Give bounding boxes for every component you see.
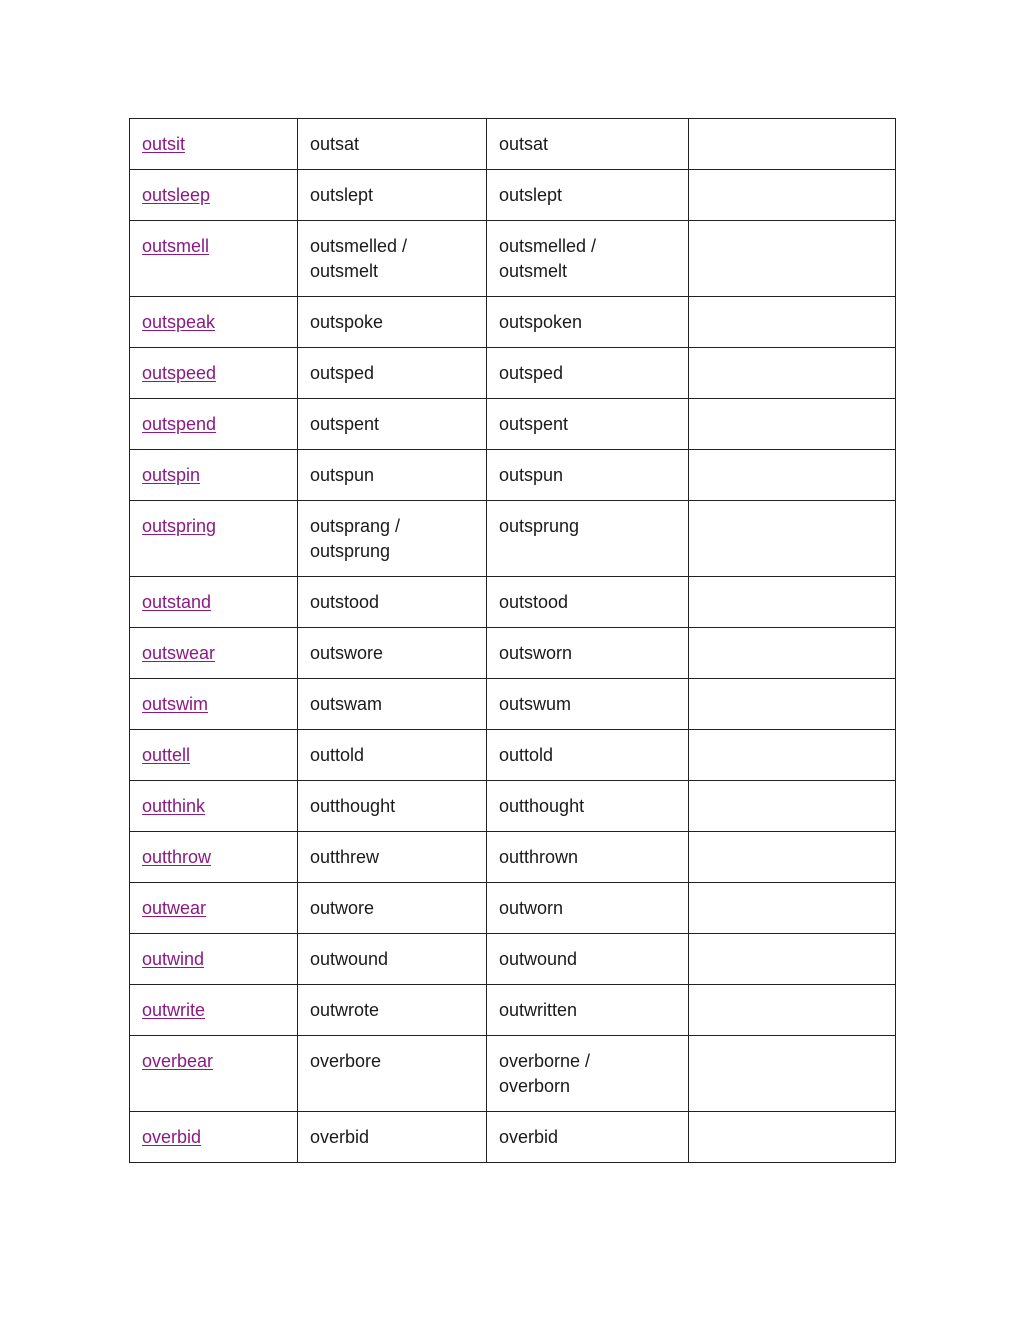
past-participle-cell xyxy=(487,348,689,399)
past-simple-cell xyxy=(298,985,487,1036)
past-simple-text: outslept xyxy=(310,185,374,205)
past-participle-text: outthought xyxy=(499,796,585,816)
past-participle-cell xyxy=(487,297,689,348)
notes-cell xyxy=(689,985,896,1036)
past-participle-cell xyxy=(487,781,689,832)
past-participle-text: outwritten xyxy=(499,1000,578,1020)
verb-link[interactable]: overbear xyxy=(142,1051,214,1071)
table-body xyxy=(130,119,896,1163)
base-form-cell xyxy=(130,934,298,985)
past-simple-cell xyxy=(298,450,487,501)
base-form-cell xyxy=(130,1112,298,1163)
past-simple-cell xyxy=(298,1036,487,1112)
table-row xyxy=(130,399,896,450)
past-simple-text: outstood xyxy=(310,592,380,612)
verb-link[interactable]: outswim xyxy=(142,694,209,714)
notes-cell xyxy=(689,170,896,221)
base-form-cell xyxy=(130,399,298,450)
past-participle-text: outthrown xyxy=(499,847,579,867)
table-row xyxy=(130,1112,896,1163)
base-form-cell xyxy=(130,170,298,221)
past-participle-text: outspoken xyxy=(499,312,583,332)
past-participle-text: outwound xyxy=(499,949,578,969)
table-row xyxy=(130,832,896,883)
base-form-cell xyxy=(130,221,298,297)
past-simple-text: outthrew xyxy=(310,847,380,867)
table-row xyxy=(130,221,896,297)
notes-cell xyxy=(689,348,896,399)
past-simple-text: outswam xyxy=(310,694,383,714)
past-simple-text: outwrote xyxy=(310,1000,380,1020)
table-row xyxy=(130,934,896,985)
notes-cell xyxy=(689,1036,896,1112)
base-form-cell xyxy=(130,1036,298,1112)
past-participle-cell xyxy=(487,399,689,450)
base-form-cell xyxy=(130,781,298,832)
base-form-cell xyxy=(130,297,298,348)
table-row xyxy=(130,883,896,934)
past-participle-cell xyxy=(487,1036,689,1112)
notes-cell xyxy=(689,730,896,781)
past-simple-text: outspoke xyxy=(310,312,384,332)
past-simple-text: outspun xyxy=(310,465,375,485)
verb-link[interactable]: outspend xyxy=(142,414,217,434)
past-simple-cell xyxy=(298,781,487,832)
table-row xyxy=(130,119,896,170)
past-participle-cell xyxy=(487,679,689,730)
base-form-cell xyxy=(130,832,298,883)
past-simple-cell xyxy=(298,628,487,679)
base-form-cell xyxy=(130,348,298,399)
notes-cell xyxy=(689,297,896,348)
past-simple-text: overbid xyxy=(310,1127,370,1147)
notes-cell xyxy=(689,781,896,832)
verb-link[interactable]: outwear xyxy=(142,898,207,918)
table-row xyxy=(130,501,896,577)
past-participle-cell xyxy=(487,985,689,1036)
table-row xyxy=(130,628,896,679)
past-simple-text: outthought xyxy=(310,796,396,816)
past-simple-cell xyxy=(298,501,487,577)
verb-link[interactable]: outwrite xyxy=(142,1000,206,1020)
past-participle-cell xyxy=(487,450,689,501)
verb-link[interactable]: outthink xyxy=(142,796,206,816)
past-simple-text: outswore xyxy=(310,643,384,663)
base-form-cell xyxy=(130,501,298,577)
verb-link[interactable]: outspeak xyxy=(142,312,216,332)
verb-link[interactable]: outwind xyxy=(142,949,205,969)
verb-link[interactable]: outtell xyxy=(142,745,191,765)
past-simple-text: overbore xyxy=(310,1051,382,1071)
base-form-cell xyxy=(130,883,298,934)
verb-link[interactable]: outspin xyxy=(142,465,201,485)
past-simple-cell xyxy=(298,348,487,399)
past-simple-cell xyxy=(298,119,487,170)
past-participle-text: outworn xyxy=(499,898,564,918)
past-simple-cell xyxy=(298,170,487,221)
verb-link[interactable]: overbid xyxy=(142,1127,202,1147)
past-simple-text: outspent xyxy=(310,414,380,434)
notes-cell xyxy=(689,934,896,985)
past-simple-text: outsmelled / outsmelt xyxy=(310,236,408,281)
past-participle-text: outspun xyxy=(499,465,564,485)
notes-cell xyxy=(689,501,896,577)
base-form-cell xyxy=(130,119,298,170)
notes-cell xyxy=(689,679,896,730)
past-participle-cell xyxy=(487,934,689,985)
notes-cell xyxy=(689,1112,896,1163)
verb-link[interactable]: outstand xyxy=(142,592,212,612)
verb-link[interactable]: outsmell xyxy=(142,236,210,256)
past-simple-text: outtold xyxy=(310,745,365,765)
past-participle-text: outsprung xyxy=(499,516,580,536)
past-participle-text: outtold xyxy=(499,745,554,765)
table-row xyxy=(130,450,896,501)
past-simple-cell xyxy=(298,832,487,883)
notes-cell xyxy=(689,221,896,297)
verb-link[interactable]: outspring xyxy=(142,516,217,536)
irregular-verbs-table xyxy=(129,118,896,1163)
verb-link[interactable]: outthrow xyxy=(142,847,212,867)
notes-cell xyxy=(689,577,896,628)
base-form-cell xyxy=(130,730,298,781)
past-simple-cell xyxy=(298,399,487,450)
notes-cell xyxy=(689,119,896,170)
table-row xyxy=(130,297,896,348)
table-row xyxy=(130,348,896,399)
past-participle-text: outsped xyxy=(499,363,564,383)
past-simple-text: outwore xyxy=(310,898,375,918)
table-row xyxy=(130,985,896,1036)
past-participle-cell xyxy=(487,883,689,934)
base-form-cell xyxy=(130,450,298,501)
past-participle-cell xyxy=(487,170,689,221)
past-participle-cell xyxy=(487,832,689,883)
past-simple-cell xyxy=(298,1112,487,1163)
base-form-cell xyxy=(130,985,298,1036)
past-simple-cell xyxy=(298,934,487,985)
past-participle-cell xyxy=(487,501,689,577)
past-simple-cell xyxy=(298,297,487,348)
table-row xyxy=(130,781,896,832)
past-participle-text: outslept xyxy=(499,185,563,205)
table-row xyxy=(130,679,896,730)
past-participle-text: outstood xyxy=(499,592,569,612)
notes-cell xyxy=(689,399,896,450)
base-form-cell xyxy=(130,679,298,730)
past-participle-cell xyxy=(487,730,689,781)
notes-cell xyxy=(689,883,896,934)
past-participle-cell xyxy=(487,577,689,628)
verb-link[interactable]: outsit xyxy=(142,134,186,154)
past-participle-cell xyxy=(487,119,689,170)
past-simple-text: outsat xyxy=(310,134,360,154)
notes-cell xyxy=(689,450,896,501)
past-participle-text: outspent xyxy=(499,414,569,434)
verb-link[interactable]: outspeed xyxy=(142,363,217,383)
base-form-cell xyxy=(130,577,298,628)
base-form-cell xyxy=(130,628,298,679)
notes-cell xyxy=(689,628,896,679)
past-participle-text: outsat xyxy=(499,134,549,154)
past-participle-text: outsmelled / outsmelt xyxy=(499,236,597,281)
table-row xyxy=(130,170,896,221)
past-participle-text: overborne / overborn xyxy=(499,1051,591,1096)
verb-link[interactable]: outsleep xyxy=(142,185,211,205)
table-row xyxy=(130,730,896,781)
past-simple-cell xyxy=(298,577,487,628)
past-participle-cell xyxy=(487,628,689,679)
notes-cell xyxy=(689,832,896,883)
past-simple-text: outsprang / outsprung xyxy=(310,516,401,561)
table-row xyxy=(130,1036,896,1112)
past-participle-cell xyxy=(487,221,689,297)
past-simple-cell xyxy=(298,221,487,297)
past-participle-text: overbid xyxy=(499,1127,559,1147)
verb-link[interactable]: outswear xyxy=(142,643,216,663)
past-simple-cell xyxy=(298,883,487,934)
past-simple-text: outwound xyxy=(310,949,389,969)
table-row xyxy=(130,577,896,628)
past-participle-text: outsworn xyxy=(499,643,573,663)
past-simple-cell xyxy=(298,679,487,730)
past-participle-cell xyxy=(487,1112,689,1163)
past-participle-text: outswum xyxy=(499,694,572,714)
past-simple-text: outsped xyxy=(310,363,375,383)
past-simple-cell xyxy=(298,730,487,781)
